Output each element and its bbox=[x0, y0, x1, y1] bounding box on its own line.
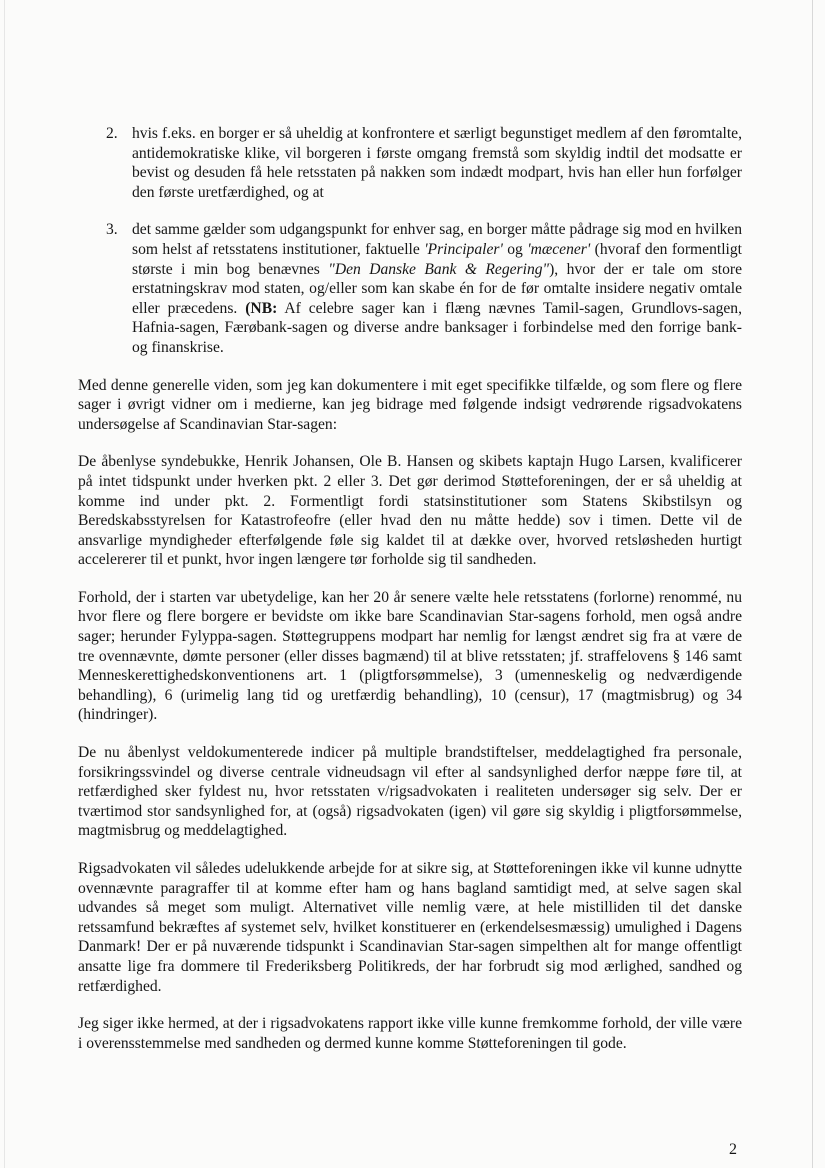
italic-segment: 'Principaler' bbox=[424, 240, 503, 258]
italic-segment: "Den Danske Bank & Regering" bbox=[328, 260, 550, 278]
list-item-2 bbox=[78, 124, 742, 202]
scan-edge-right bbox=[812, 0, 813, 1168]
text-segment: hvis f.eks. en borger er så uheldig at konfrontere et særligt begunstiget medlem af den føromtalte, antidemokratiske klike, vil borgeren i første omgang fremstå som skyldig indtil det modsatte er bevist og desuden få hele retsstaten på nakken som indædt modpart, hvis han eller hun forfølger den første uretfærdighed, og at bbox=[132, 125, 742, 201]
text-segment: Af celebre sager kan i flæng nævnes Tamil-sagen, Grundlovs-sagen, Hafnia-sagen, Færøbank-sagen og diverse andre banksager i forbindelse med den forrige bank- og finanskrise. bbox=[132, 299, 742, 356]
page-number: 2 bbox=[729, 1141, 737, 1158]
paragraph: Rigsadvokaten vil således udelukkende arbejde for at sikre sig, at Støtteforeningen ikke vil kunne udnytte ovennævnte paragraffer til at komme efter ham og hans bagland samtidigt med, at selve sagen skal udvandes så meget som muligt. Alternativet ville nemlig være, at hele mistilliden til det danske retssamfund bekræftes af systemet selv, hvilket konstituerer en (erkendelsesmæssig) umulighed i Dagens Danmark! Der er på nuværende tidspunkt i Scandinavian Star-sagen simpelthen alt for mange offentligt ansatte lige fra dommere til Frederiksberg Politikreds, der har forbrudt sig mod ærlighed, sandhed og retfærdighed. bbox=[78, 860, 742, 995]
text-segment: ), hvor der er tale om store erstatningskrav mod staten, og/eller som kan skabe én for de før omtalte insidere negativ omtale eller præcedens. bbox=[132, 260, 743, 317]
list-item-text bbox=[132, 124, 742, 202]
bold-segment: (NB: bbox=[245, 299, 278, 317]
document-body bbox=[78, 124, 742, 1071]
text-segment: (hvoraf den formentligt største i min bog benævnes bbox=[132, 240, 743, 278]
list-item-3 bbox=[78, 220, 742, 357]
paragraph: Jeg siger ikke hermed, at der i rigsadvokatens rapport ikke ville kunne fremkomme forhold, der ville være i overensstemmelse med sandheden og dermed kunne komme Støtteforeningen til gode. bbox=[78, 1015, 742, 1052]
paragraph: Med denne generelle viden, som jeg kan dokumentere i mit eget specifikke tilfælde, og som flere og flere sager i øvrigt vidner om i medierne, kan jeg bidrage med følgende indsigt vedrørende rigsadvokatens undersøgelse af Scandinavian Star-sagen: bbox=[78, 376, 742, 433]
paragraph: De åbenlyse syndebukke, Henrik Johansen, Ole B. Hansen og skibets kaptajn Hugo Larsen, kvalificerer på intet tidspunkt under hverken pkt. 2 eller 3. Det gør derimod Støtteforeningen, der er så uheldig at komme ind under pkt. 2. Formentligt fordi statsinstitutioner som Statens Skibstilsyn og Beredskabsstyrelsen for Katastrofeofre (eller hvad den nu måtte hedde) sov i timen. Dette vil de ansvarlige myndigheder efterfølgende føle sig kaldet til at dække over, hvorved retsløsheden hurtigt accelererer til et punkt, hvor ingen længere tør forholde sig til sandheden. bbox=[78, 453, 742, 569]
italic-segment: 'mæcener' bbox=[527, 240, 591, 258]
paragraph: De nu åbenlyst veldokumenterede indicer på multiple brandstiftelser, meddelagtighed fra personale, forsikringssvindel og diverse centrale vidneudsagn vil efter al sandsynlighed derfor næppe føre til, at retfærdighed sker fyldest nu, hvor retsstaten v/rigsadvokaten i realiteten undersøger sig selv. Der er tværtimod stor sandsynlighed for, at (også) rigsadvokaten (igen) vil gøre sig skyldig i pligtforsømmelse, magtmisbrug og meddelagtighed. bbox=[78, 744, 742, 840]
text-segment: og bbox=[502, 240, 528, 258]
list-number: 3. bbox=[106, 221, 118, 239]
paragraph: Forhold, der i starten var ubetydelige, kan her 20 år senere vælte hele retsstatens (forlorne) renommé, nu hvor flere og flere borgere er bevidste om ikke bare Scandinavian Star-sagens forhold, men også andre sager; herunder Fylyppa-sagen. Støttegruppens modpart har nemlig for længst ændret sig fra at være de tre ovennævnte, dømte personer (eller disses bagmænd) til at blive retsstaten; jf. straffelovens § 146 samt Menneskerettighedskonventionens art. 1 (pligtforsømmelse), 3 (umenneskelig og nedværdigende behandling), 6 (urimelig lang tid og uretfærdig behandling), 10 (censur), 17 (magtmisbrug) og 34 (hindringer). bbox=[78, 588, 742, 724]
text-segment: det samme gælder som udgangspunkt for enhver sag, en borger måtte pådrage sig mod en hvilken som helst af retsstatens institutioner, faktuelle bbox=[132, 221, 742, 258]
scan-edge-left bbox=[4, 0, 5, 1168]
list-item-text bbox=[132, 220, 742, 357]
list-number: 2. bbox=[106, 125, 118, 142]
